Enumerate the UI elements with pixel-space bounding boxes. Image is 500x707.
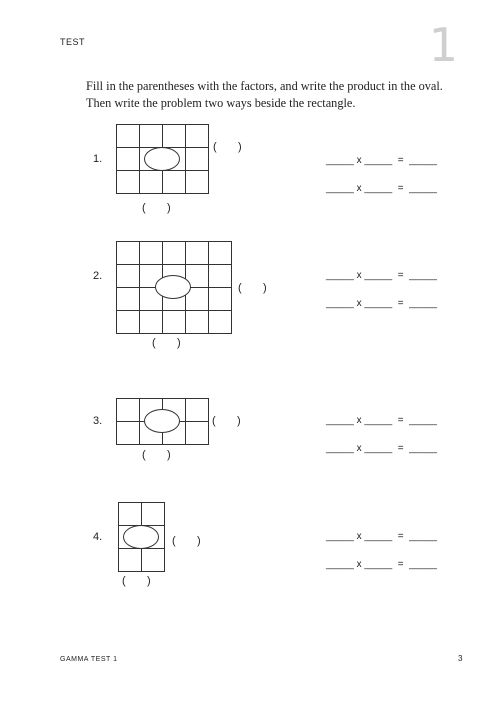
footer-label: GAMMA TEST 1: [60, 656, 118, 663]
equation-line-1b[interactable]: _____ x _____ = _____: [326, 183, 437, 194]
problem-label-3: 3.: [93, 415, 103, 427]
equation-line-3b[interactable]: _____ x _____ = _____: [326, 443, 437, 454]
column-factor-paren-4[interactable]: ( ): [122, 575, 151, 587]
product-oval-4[interactable]: [123, 525, 159, 549]
problem-label-2: 2.: [93, 270, 103, 282]
grid-problem-2: [116, 241, 232, 334]
header-label: TEST: [60, 37, 86, 47]
equation-line-2a[interactable]: _____ x _____ = _____: [326, 270, 437, 281]
problem-label-1: 1.: [93, 153, 103, 165]
product-oval-3[interactable]: [144, 409, 180, 433]
row-factor-paren-4[interactable]: ( ): [172, 535, 201, 547]
problem-label-4: 4.: [93, 531, 103, 543]
row-factor-paren-2[interactable]: ( ): [238, 282, 267, 294]
equation-line-2b[interactable]: _____ x _____ = _____: [326, 298, 437, 309]
grid-problem-4: [118, 502, 165, 572]
row-factor-paren-3[interactable]: ( ): [212, 415, 241, 427]
row-factor-paren-1[interactable]: ( ): [213, 141, 242, 153]
equation-line-4a[interactable]: _____ x _____ = _____: [326, 531, 437, 542]
equation-line-4b[interactable]: _____ x _____ = _____: [326, 559, 437, 570]
instructions: Fill in the parentheses with the factors, and write the product in the oval. Then write the problem two ways beside the rectangle.: [86, 79, 443, 110]
column-factor-paren-2[interactable]: ( ): [152, 337, 181, 349]
grid-problem-3: [116, 398, 209, 445]
page-number: 3: [458, 654, 463, 663]
column-factor-paren-1[interactable]: ( ): [142, 202, 171, 214]
product-oval-2[interactable]: [155, 275, 191, 299]
equation-line-1a[interactable]: _____ x _____ = _____: [326, 155, 437, 166]
equation-line-3a[interactable]: _____ x _____ = _____: [326, 415, 437, 426]
product-oval-1[interactable]: [144, 147, 180, 171]
column-factor-paren-3[interactable]: ( ): [142, 449, 171, 461]
test-number: 1: [428, 18, 458, 72]
grid-problem-1: [116, 124, 209, 194]
